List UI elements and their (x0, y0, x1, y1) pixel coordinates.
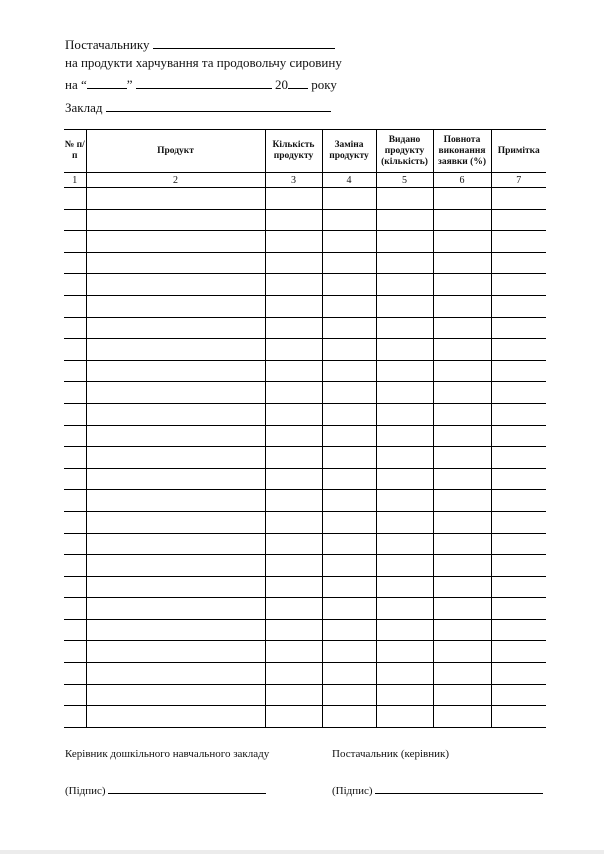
table-cell (322, 382, 376, 404)
table-cell (322, 425, 376, 447)
table-cell (86, 447, 265, 469)
table-cell (86, 663, 265, 685)
table-row (64, 339, 546, 361)
column-number-4: 4 (322, 173, 376, 188)
table-cell (433, 511, 491, 533)
column-number-6: 6 (433, 173, 491, 188)
table-cell (64, 403, 86, 425)
table-row (64, 252, 546, 274)
table-cell (265, 274, 322, 296)
head-signature-label: Керівник дошкільного навчального закладу (65, 748, 270, 760)
table-cell (64, 447, 86, 469)
table-cell (491, 619, 546, 641)
table-cell (86, 619, 265, 641)
products-line (65, 55, 342, 71)
table-cell (322, 339, 376, 361)
table-cell (376, 684, 433, 706)
date-prefix: на “ (65, 77, 87, 92)
table-body (64, 188, 546, 728)
table-cell (491, 641, 546, 663)
table-cell (64, 511, 86, 533)
supplier-signature-line (332, 781, 543, 798)
table-cell (265, 619, 322, 641)
table-cell (265, 188, 322, 210)
table-cell (376, 511, 433, 533)
year-blank (288, 76, 308, 89)
column-header-4: Заміна продукту (322, 130, 376, 173)
table-cell (64, 274, 86, 296)
table-cell (433, 339, 491, 361)
supplier-label: Постачальнику (65, 37, 150, 52)
table-cell (433, 317, 491, 339)
table-cell (322, 231, 376, 253)
supplier-head-label: Постачальник (керівник) (332, 748, 450, 760)
table-cell (491, 403, 546, 425)
table-cell (64, 209, 86, 231)
table-cell (64, 641, 86, 663)
table-row (64, 447, 546, 469)
table-cell (86, 684, 265, 706)
day-blank (87, 76, 127, 89)
table-cell (376, 533, 433, 555)
table-cell (64, 382, 86, 404)
table-cell (376, 188, 433, 210)
table-row (64, 619, 546, 641)
table-cell (433, 188, 491, 210)
table-cell (433, 684, 491, 706)
table-cell (265, 533, 322, 555)
table-cell (86, 209, 265, 231)
table-cell (433, 533, 491, 555)
table-cell (491, 555, 546, 577)
table-cell (322, 403, 376, 425)
table-cell (433, 382, 491, 404)
table-row (64, 511, 546, 533)
table-cell (376, 360, 433, 382)
table-cell (265, 468, 322, 490)
sign-label-right: (Підпис) (332, 785, 373, 797)
table-cell (433, 576, 491, 598)
table-cell (265, 490, 322, 512)
table-cell (322, 317, 376, 339)
table-cell (86, 360, 265, 382)
table-cell (322, 555, 376, 577)
table-cell (64, 663, 86, 685)
table-cell (376, 403, 433, 425)
table-cell (322, 706, 376, 728)
table-cell (86, 555, 265, 577)
table-cell (491, 447, 546, 469)
column-header-1: № п/п (64, 130, 86, 173)
table-cell (64, 360, 86, 382)
table-cell (322, 468, 376, 490)
table-cell (265, 382, 322, 404)
request-table (64, 129, 546, 728)
table-cell (64, 598, 86, 620)
table-cell (433, 274, 491, 296)
table-cell (491, 511, 546, 533)
table-row (64, 382, 546, 404)
table-cell (86, 252, 265, 274)
table-cell (433, 209, 491, 231)
table-cell (265, 403, 322, 425)
table-cell (433, 252, 491, 274)
table-row (64, 684, 546, 706)
table-row (64, 274, 546, 296)
table-cell (265, 209, 322, 231)
table-cell (64, 188, 86, 210)
table-cell (491, 295, 546, 317)
table-cell (86, 188, 265, 210)
table-cell (86, 576, 265, 598)
table-cell (376, 317, 433, 339)
table-row (64, 706, 546, 728)
table-row (64, 425, 546, 447)
table-cell (376, 209, 433, 231)
table-cell (376, 663, 433, 685)
table-row (64, 188, 546, 210)
table-cell (322, 447, 376, 469)
table-cell (433, 490, 491, 512)
table-cell (64, 576, 86, 598)
column-number-7: 7 (491, 173, 546, 188)
table-cell (86, 706, 265, 728)
table-cell (322, 641, 376, 663)
table-cell (265, 576, 322, 598)
table-row (64, 598, 546, 620)
table-cell (86, 382, 265, 404)
table-cell (376, 295, 433, 317)
table-cell (376, 447, 433, 469)
table-cell (64, 619, 86, 641)
column-number-3: 3 (265, 173, 322, 188)
year-prefix: 20 (275, 77, 289, 92)
date-line (65, 76, 337, 93)
table-cell (433, 555, 491, 577)
supplier-line (65, 36, 335, 53)
table-cell (86, 339, 265, 361)
table-cell (86, 533, 265, 555)
date-suffix: року (311, 77, 337, 92)
table-cell (265, 511, 322, 533)
table-cell (322, 511, 376, 533)
table-row (64, 209, 546, 231)
table-cell (265, 317, 322, 339)
table-cell (265, 447, 322, 469)
table-cell (322, 619, 376, 641)
table-row (64, 360, 546, 382)
table-cell (322, 663, 376, 685)
table-row (64, 641, 546, 663)
column-header-3: Кількість продукту (265, 130, 322, 173)
table-cell (491, 360, 546, 382)
table-cell (433, 447, 491, 469)
table-row (64, 468, 546, 490)
table-cell (265, 231, 322, 253)
table-cell (86, 468, 265, 490)
table-cell (265, 425, 322, 447)
institution-line (65, 99, 331, 116)
table-row (64, 317, 546, 339)
table-cell (86, 231, 265, 253)
table-cell (491, 598, 546, 620)
table-cell (491, 706, 546, 728)
column-header-2: Продукт (86, 130, 265, 173)
table-cell (491, 274, 546, 296)
table-cell (433, 641, 491, 663)
table-cell (322, 360, 376, 382)
column-header-7: Примітка (491, 130, 546, 173)
table-cell (265, 706, 322, 728)
table-cell (86, 425, 265, 447)
table-cell (491, 339, 546, 361)
table-cell (433, 403, 491, 425)
table-cell (322, 188, 376, 210)
table-cell (376, 706, 433, 728)
table-cell (322, 209, 376, 231)
sign-label-left: (Підпис) (65, 785, 106, 797)
table-cell (376, 425, 433, 447)
table-cell (86, 511, 265, 533)
table-cell (376, 619, 433, 641)
table-cell (433, 468, 491, 490)
table-cell (376, 231, 433, 253)
table-cell (491, 252, 546, 274)
table-cell (322, 274, 376, 296)
table-cell (376, 339, 433, 361)
column-header-5: Видано продукту (кількість) (376, 130, 433, 173)
table-cell (265, 663, 322, 685)
table-cell (491, 684, 546, 706)
table-cell (433, 231, 491, 253)
table-row (64, 231, 546, 253)
table-cell (64, 555, 86, 577)
table-row (64, 533, 546, 555)
table-cell (265, 339, 322, 361)
table-cell (491, 663, 546, 685)
table-cell (86, 317, 265, 339)
table-cell (491, 209, 546, 231)
table-cell (376, 274, 433, 296)
table-cell (64, 231, 86, 253)
table-cell (433, 619, 491, 641)
table-cell (433, 706, 491, 728)
table-cell (64, 339, 86, 361)
table-cell (64, 468, 86, 490)
table-cell (265, 555, 322, 577)
table-cell (491, 576, 546, 598)
table-cell (64, 533, 86, 555)
table-row (64, 403, 546, 425)
table-cell (86, 490, 265, 512)
institution-blank (106, 99, 331, 112)
table-cell (265, 598, 322, 620)
head-signature-line (65, 781, 266, 798)
table-cell (265, 252, 322, 274)
date-mid: ” (126, 77, 133, 92)
table-cell (491, 231, 546, 253)
table-cell (265, 295, 322, 317)
table-cell (322, 576, 376, 598)
table-cell (491, 188, 546, 210)
table-cell (376, 598, 433, 620)
column-number-1: 1 (64, 173, 86, 188)
table-row (64, 295, 546, 317)
table-cell (376, 641, 433, 663)
table-cell (491, 382, 546, 404)
supplier-blank (153, 36, 335, 49)
column-number-2: 2 (86, 173, 265, 188)
table-cell (322, 295, 376, 317)
table-cell (64, 684, 86, 706)
table-cell (322, 598, 376, 620)
table-cell (322, 533, 376, 555)
table-row (64, 663, 546, 685)
table-cell (86, 295, 265, 317)
table-cell (376, 490, 433, 512)
table-cell (322, 490, 376, 512)
month-blank (136, 76, 272, 89)
table-cell (322, 684, 376, 706)
table-cell (491, 317, 546, 339)
table-row (64, 555, 546, 577)
table-cell (64, 425, 86, 447)
table-cell (376, 576, 433, 598)
table-cell (64, 252, 86, 274)
products-text: на продукти харчування та продовольчу сировину (65, 55, 342, 70)
head-sign-blank (108, 781, 266, 794)
column-header-6: Повнота виконання заявки (%) (433, 130, 491, 173)
table-cell (433, 295, 491, 317)
table-cell (265, 684, 322, 706)
table-cell (376, 382, 433, 404)
table-cell (64, 490, 86, 512)
table-cell (86, 274, 265, 296)
table-cell (433, 663, 491, 685)
table-cell (376, 252, 433, 274)
table-cell (64, 317, 86, 339)
table-cell (433, 425, 491, 447)
table-cell (86, 641, 265, 663)
table-cell (86, 403, 265, 425)
table-cell (322, 252, 376, 274)
page-bottom-band (0, 850, 604, 854)
table-cell (491, 425, 546, 447)
table-header-row (64, 130, 546, 173)
table-cell (64, 706, 86, 728)
table-cell (265, 641, 322, 663)
table-number-row (64, 173, 546, 188)
column-number-5: 5 (376, 173, 433, 188)
table-cell (491, 468, 546, 490)
table-row (64, 576, 546, 598)
table-cell (376, 555, 433, 577)
table-cell (491, 490, 546, 512)
supplier-sign-blank (375, 781, 543, 794)
table-row (64, 490, 546, 512)
table-cell (86, 598, 265, 620)
institution-label: Заклад (65, 100, 103, 115)
table-cell (433, 598, 491, 620)
table-cell (491, 533, 546, 555)
table-cell (265, 360, 322, 382)
table-cell (64, 295, 86, 317)
table-cell (433, 360, 491, 382)
table-cell (376, 468, 433, 490)
